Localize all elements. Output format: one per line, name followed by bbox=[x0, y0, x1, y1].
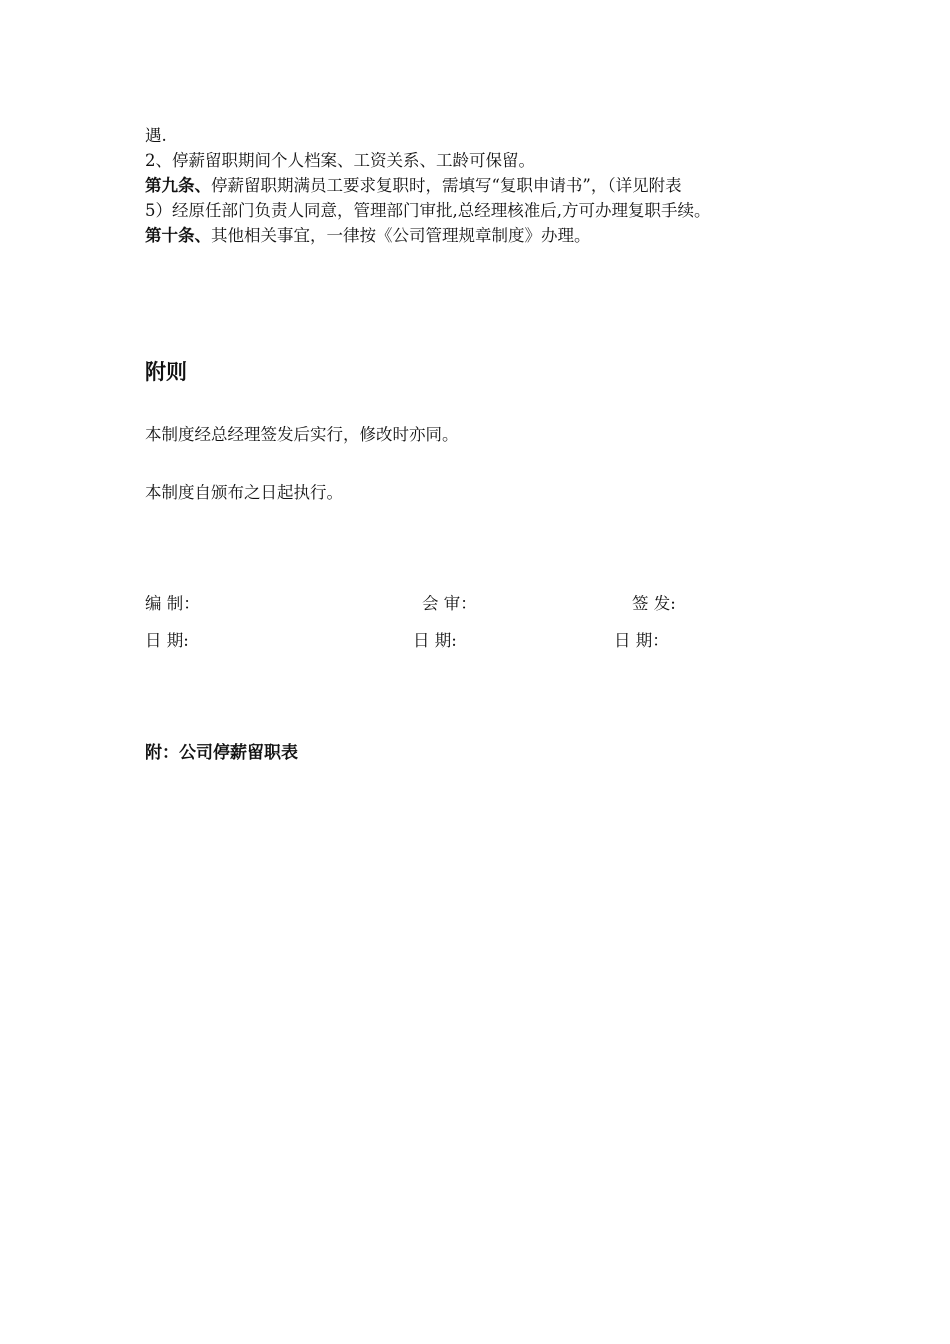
appendix-title: 附：公司停薪留职表 bbox=[145, 743, 298, 763]
date-label-review: 日 期: bbox=[413, 631, 457, 650]
article-10-label: 第十条、 bbox=[145, 226, 211, 245]
article-9-label: 第九条、 bbox=[145, 176, 211, 195]
body-line-2: 2、停薪留职期间个人档案、工资关系、工龄可保留。 bbox=[145, 151, 535, 170]
supplementary-para-2: 本制度自颁布之日起执行。 bbox=[145, 483, 343, 502]
body-line-1: 遇. bbox=[145, 126, 167, 145]
article-10-text: 其他相关事宜，一律按《公司管理规章制度》办理。 bbox=[211, 226, 591, 245]
date-label-compile: 日 期: bbox=[145, 631, 189, 650]
date-label-issue: 日 期： bbox=[614, 631, 669, 650]
supplementary-heading: 附则 bbox=[145, 360, 187, 384]
article-9-continuation: 5）经原任部门负责人同意，管理部门审批,总经理核准后,方可办理复职手续。 bbox=[145, 201, 711, 220]
article-9 bbox=[145, 174, 682, 198]
article-10 bbox=[145, 224, 591, 248]
issue-label: 签 发: bbox=[632, 594, 676, 613]
supplementary-para-1: 本制度经总经理签发后实行，修改时亦同。 bbox=[145, 425, 459, 444]
compile-label: 编 制： bbox=[145, 594, 200, 613]
review-label: 会 审： bbox=[422, 594, 477, 613]
article-9-text: 停薪留职期满员工要求复职时，需填写“复职申请书”，（详见附表 bbox=[211, 176, 682, 195]
